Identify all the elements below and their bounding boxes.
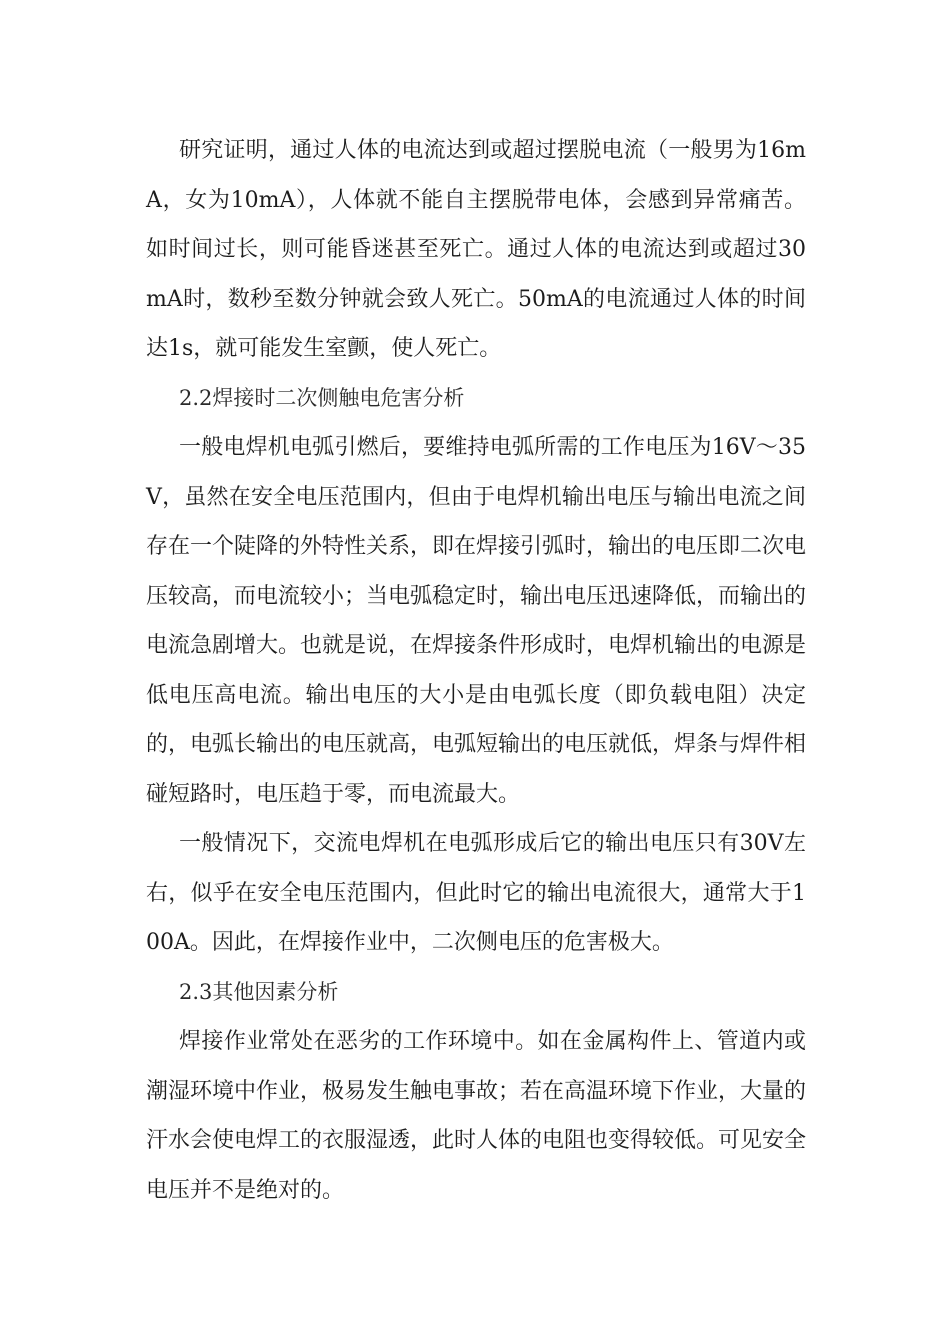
document-body <box>146 126 806 1215</box>
section-heading-2-3: 2.3其他因素分析 <box>179 979 339 1004</box>
paragraph-other-factors: 焊接作业常处在恶劣的工作环境中。如在金属构件上、管道内或潮湿环境中作业，极易发生触电事故；若在高温环境下作业，大量的汗水会使电焊工的衣服湿透，此时人体的电阻也变得较低。可见安全电压并不是绝对的。 <box>146 1029 807 1203</box>
paragraph-current-thresholds: 研究证明，通过人体的电流达到或超过摆脱电流（一般男为16mA，女为10mA），人体就不能自主摆脱带电体，会感到异常痛苦。如时间过长，则可能昏迷甚至死亡。通过人体的电流达到或超过30mA时，数秒至数分钟就会致人死亡。50mA的电流通过人体的时间达1s，就可能发生室颤，使人死亡。 <box>146 138 806 361</box>
section-heading-2-2: 2.2焊接时二次侧触电危害分析 <box>179 385 465 410</box>
paragraph-ac-welder-output: 一般情况下，交流电焊机在电弧形成后它的输出电压只有30V左右，似乎在安全电压范围内，但此时它的输出电流很大，通常大于100A。因此，在焊接作业中，二次侧电压的危害极大。 <box>146 831 806 955</box>
paragraph-secondary-side-hazard: 一般电焊机电弧引燃后，要维持电弧所需的工作电压为16V～35V，虽然在安全电压范围内，但由于电焊机输出电压与输出电流之间存在一个陡降的外特性关系，即在焊接引弧时，输出的电压即二次电压较高，而电流较小；当电弧稳定时，输出电压迅速降低，而输出的电流急剧增大。也就是说，在焊接条件形成时，电焊机输出的电源是低电压高电流。输出电压的大小是由电弧长度（即负载电阻）决定的，电弧长输出的电压就高，电弧短输出的电压就低，焊条与焊件相碰短路时，电压趋于零，而电流最大。 <box>146 435 807 807</box>
